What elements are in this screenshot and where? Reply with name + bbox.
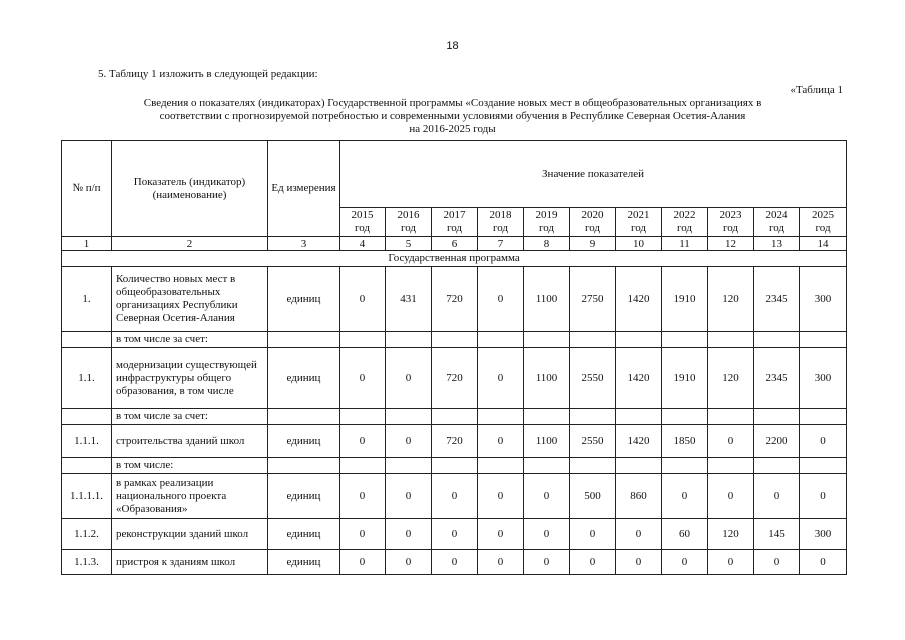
row-unit: единиц (268, 425, 340, 458)
row-value: 431 (386, 267, 432, 332)
row-value: 0 (340, 550, 386, 575)
row-value (340, 332, 386, 348)
year-header (478, 208, 524, 237)
row-value: 1420 (616, 267, 662, 332)
row-value: 860 (616, 474, 662, 519)
table-caption (60, 97, 845, 136)
row-value: 0 (800, 474, 847, 519)
row-value (754, 332, 800, 348)
row-value: 0 (432, 474, 478, 519)
row-value (524, 458, 570, 474)
row-value: 2200 (754, 425, 800, 458)
row-value: 0 (754, 550, 800, 575)
row-value: 120 (708, 519, 754, 550)
row-unit: единиц (268, 348, 340, 409)
row-value: 0 (708, 550, 754, 575)
row-value: 0 (524, 519, 570, 550)
year-header (800, 208, 847, 237)
table-row (62, 550, 847, 575)
year-suffix: год (400, 222, 417, 234)
row-value: 1100 (524, 267, 570, 332)
row-value (340, 458, 386, 474)
column-number: 14 (800, 237, 847, 251)
row-name: строительства зданий школ (112, 425, 268, 458)
row-name: Количество новых мест в общеобразовательных организациях Республики Северная Осетия-Алания (112, 267, 268, 332)
row-value: 0 (616, 550, 662, 575)
row-value (432, 332, 478, 348)
caption-line: Сведения о показателях (индикаторах) Государственной программы «Создание новых мест в общеобразовательных организациях в (143, 97, 762, 109)
table-row (62, 519, 847, 550)
row-unit: единиц (268, 550, 340, 575)
column-number: 12 (708, 237, 754, 251)
row-name: в рамках реализации национального проекта «Образования» (112, 474, 268, 519)
row-value: 300 (800, 519, 847, 550)
column-number: 3 (268, 237, 340, 251)
year-suffix: год (492, 222, 509, 234)
row-value: 300 (800, 267, 847, 332)
year-header (570, 208, 616, 237)
year-suffix: год (630, 222, 647, 234)
row-num: 1.1.1. (62, 425, 112, 458)
year-header (340, 208, 386, 237)
row-value: 0 (432, 550, 478, 575)
year-header (386, 208, 432, 237)
row-value (662, 332, 708, 348)
year-header (708, 208, 754, 237)
row-value (570, 409, 616, 425)
row-unit (268, 409, 340, 425)
row-num: 1.1.2. (62, 519, 112, 550)
section-title: Государственная программа (62, 251, 847, 267)
row-value: 0 (432, 519, 478, 550)
row-value: 0 (340, 474, 386, 519)
row-value (386, 409, 432, 425)
year-suffix: год (722, 222, 739, 234)
row-value (432, 409, 478, 425)
year-suffix: год (446, 222, 463, 234)
year-label: 2024 (765, 209, 788, 221)
table-row (62, 425, 847, 458)
row-value (754, 409, 800, 425)
column-number: 1 (62, 237, 112, 251)
row-value: 1420 (616, 425, 662, 458)
column-number: 6 (432, 237, 478, 251)
row-note: в том числе: (112, 458, 268, 474)
note-row (62, 409, 847, 425)
row-value (662, 409, 708, 425)
table-row (62, 267, 847, 332)
row-num (62, 332, 112, 348)
row-value (386, 332, 432, 348)
year-label: 2023 (719, 209, 742, 221)
row-num (62, 458, 112, 474)
row-value (524, 409, 570, 425)
row-value (570, 332, 616, 348)
row-value: 1100 (524, 425, 570, 458)
row-value: 300 (800, 348, 847, 409)
row-unit: единиц (268, 474, 340, 519)
row-value: 0 (478, 425, 524, 458)
row-value (478, 458, 524, 474)
column-number: 7 (478, 237, 524, 251)
row-value: 1850 (662, 425, 708, 458)
row-value: 2345 (754, 267, 800, 332)
column-number: 2 (112, 237, 268, 251)
caption-line: соответствии с прогнозируемой потребностью и современными условиями обучения в Республике Северная Осетия-Алания (159, 110, 746, 122)
table-row (62, 474, 847, 519)
row-value (478, 409, 524, 425)
year-header (432, 208, 478, 237)
year-label: 2019 (535, 209, 558, 221)
table-row (62, 348, 847, 409)
row-value: 2550 (570, 425, 616, 458)
year-suffix: год (768, 222, 785, 234)
row-num (62, 409, 112, 425)
row-note: в том числе за счет: (112, 332, 268, 348)
row-value: 0 (386, 474, 432, 519)
row-value: 0 (340, 267, 386, 332)
header-indicator: Показатель (индикатор) (наименование) (112, 141, 268, 237)
year-label: 2018 (489, 209, 512, 221)
row-name: модернизации существующей инфраструктуры общего образования, в том числе (112, 348, 268, 409)
row-value: 2550 (570, 348, 616, 409)
row-value (800, 332, 847, 348)
note-row (62, 332, 847, 348)
page-number: 18 (446, 40, 459, 52)
row-value: 0 (478, 267, 524, 332)
row-value: 0 (478, 519, 524, 550)
column-number: 4 (340, 237, 386, 251)
row-value (800, 409, 847, 425)
column-number: 11 (662, 237, 708, 251)
year-header (754, 208, 800, 237)
row-value: 0 (800, 550, 847, 575)
indicators-table (61, 140, 847, 575)
year-label: 2017 (443, 209, 466, 221)
row-value: 720 (432, 267, 478, 332)
row-value (800, 458, 847, 474)
year-suffix: год (676, 222, 693, 234)
header-values: Значение показателей (340, 141, 847, 208)
row-value (616, 332, 662, 348)
row-value: 0 (340, 348, 386, 409)
row-name: реконструкции зданий школ (112, 519, 268, 550)
row-value (432, 458, 478, 474)
year-label: 2020 (581, 209, 604, 221)
row-value (662, 458, 708, 474)
table-reference: «Таблица 1 (790, 84, 843, 96)
column-number: 13 (754, 237, 800, 251)
row-unit (268, 458, 340, 474)
row-value: 1910 (662, 267, 708, 332)
row-value (616, 409, 662, 425)
row-value: 0 (340, 519, 386, 550)
row-num: 1. (62, 267, 112, 332)
intro-text: 5. Таблицу 1 изложить в следующей редакции: (98, 68, 318, 80)
row-value (386, 458, 432, 474)
column-number: 8 (524, 237, 570, 251)
year-header (524, 208, 570, 237)
row-value: 1100 (524, 348, 570, 409)
row-value: 720 (432, 348, 478, 409)
year-header (616, 208, 662, 237)
row-value: 0 (616, 519, 662, 550)
row-value: 0 (754, 474, 800, 519)
row-value (708, 332, 754, 348)
row-value (708, 409, 754, 425)
row-value: 0 (662, 550, 708, 575)
column-number: 9 (570, 237, 616, 251)
row-num: 1.1.3. (62, 550, 112, 575)
year-label: 2015 (351, 209, 374, 221)
header-unit: Ед измерения (268, 141, 340, 237)
row-value: 0 (662, 474, 708, 519)
row-value: 0 (570, 519, 616, 550)
row-value: 0 (708, 425, 754, 458)
row-value: 2750 (570, 267, 616, 332)
column-number: 10 (616, 237, 662, 251)
row-value: 1910 (662, 348, 708, 409)
row-unit: единиц (268, 519, 340, 550)
row-value: 0 (800, 425, 847, 458)
row-unit: единиц (268, 267, 340, 332)
row-value: 0 (570, 550, 616, 575)
row-value: 145 (754, 519, 800, 550)
year-suffix: год (815, 222, 831, 234)
row-value: 0 (708, 474, 754, 519)
row-num: 1.1. (62, 348, 112, 409)
row-value (754, 458, 800, 474)
row-value: 0 (478, 474, 524, 519)
row-value (340, 409, 386, 425)
caption-line: на 2016-2025 годы (409, 123, 496, 135)
note-row (62, 458, 847, 474)
row-value: 120 (708, 267, 754, 332)
row-num: 1.1.1.1. (62, 474, 112, 519)
year-label: 2025 (812, 209, 835, 221)
row-note: в том числе за счет: (112, 409, 268, 425)
year-label: 2016 (397, 209, 420, 221)
row-value: 1420 (616, 348, 662, 409)
row-value: 0 (340, 425, 386, 458)
row-value: 0 (478, 550, 524, 575)
row-value: 0 (386, 550, 432, 575)
row-value (708, 458, 754, 474)
row-value: 0 (524, 474, 570, 519)
row-value: 120 (708, 348, 754, 409)
year-suffix: год (354, 222, 371, 234)
year-label: 2022 (673, 209, 696, 221)
row-value: 0 (478, 348, 524, 409)
row-value: 0 (524, 550, 570, 575)
row-name: пристроя к зданиям школ (112, 550, 268, 575)
row-value (524, 332, 570, 348)
row-value: 60 (662, 519, 708, 550)
row-value: 500 (570, 474, 616, 519)
header-num: № п/п (62, 141, 112, 237)
row-value: 2345 (754, 348, 800, 409)
year-suffix: год (584, 222, 601, 234)
row-value: 0 (386, 348, 432, 409)
row-value (616, 458, 662, 474)
year-label: 2021 (627, 209, 650, 221)
column-number: 5 (386, 237, 432, 251)
row-value: 0 (386, 519, 432, 550)
row-unit (268, 332, 340, 348)
row-value: 720 (432, 425, 478, 458)
row-value: 0 (386, 425, 432, 458)
year-header (662, 208, 708, 237)
row-value (478, 332, 524, 348)
row-value (570, 458, 616, 474)
year-suffix: год (538, 222, 555, 234)
